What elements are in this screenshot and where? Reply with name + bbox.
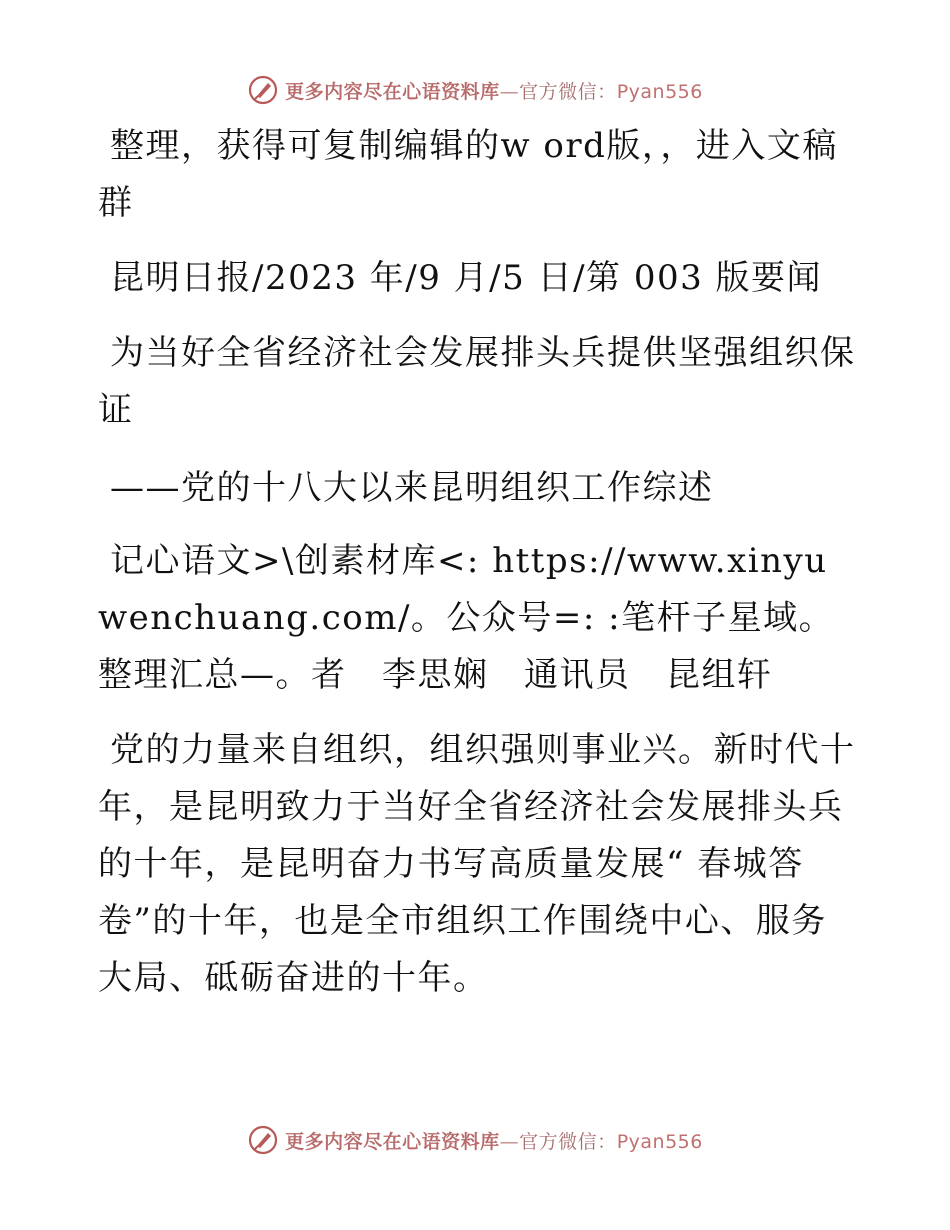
paragraph-source-text: 昆明日报/2023 年/9 月/5 日/第 003 版要闻 (110, 258, 823, 298)
watermark-handle: Pyan556 (616, 1130, 703, 1153)
paragraph-body (98, 722, 858, 1007)
watermark-brand: 更多内容尽在心语资料库 (285, 1130, 500, 1153)
watermark-handle: Pyan556 (616, 80, 703, 103)
watermark-separator: — (499, 80, 520, 103)
paragraph-intro (98, 118, 858, 232)
article-subtitle-text: ——党的十八大以来昆明组织工作综述 (110, 468, 714, 508)
paragraph-body-text: 党的力量来自组织，组织强则事业兴。新时代十年，是昆明致力于当好全省经济社会发展排头兵的十年，是昆明奋力书写高质量发展“ 春城答卷”的十年，也是全市组织工作围绕中心、服务大局、砥砺奋进的十年。 (98, 730, 856, 998)
watermark-brand: 更多内容尽在心语资料库 (285, 80, 500, 103)
watermark-text (285, 1127, 703, 1154)
watermark-text (285, 77, 703, 104)
article-subtitle (98, 460, 858, 517)
paragraph-intro-text: 整理，获得可复制编辑的w ord版，，进入文稿群 (98, 126, 838, 223)
header-watermark (0, 70, 950, 110)
paragraph-source (98, 250, 858, 307)
quill-logo-icon (247, 1124, 279, 1156)
footer-watermark (0, 1120, 950, 1160)
watermark-official: 官方微信： (519, 1130, 617, 1153)
paragraph-byline-text: 记心语文>\创素材库<: https://www.xinyuwenchuang.com/。公众号=: :笔杆子星域。整理汇总—。者 李思娴 通讯员 昆组轩 (98, 541, 835, 695)
article-title (98, 325, 858, 439)
watermark-official: 官方微信： (519, 80, 617, 103)
paragraph-byline (98, 533, 858, 704)
article-title-text: 为当好全省经济社会发展排头兵提供坚强组织保证 (98, 333, 856, 430)
quill-logo-icon (247, 74, 279, 106)
watermark-separator: — (499, 1130, 520, 1153)
